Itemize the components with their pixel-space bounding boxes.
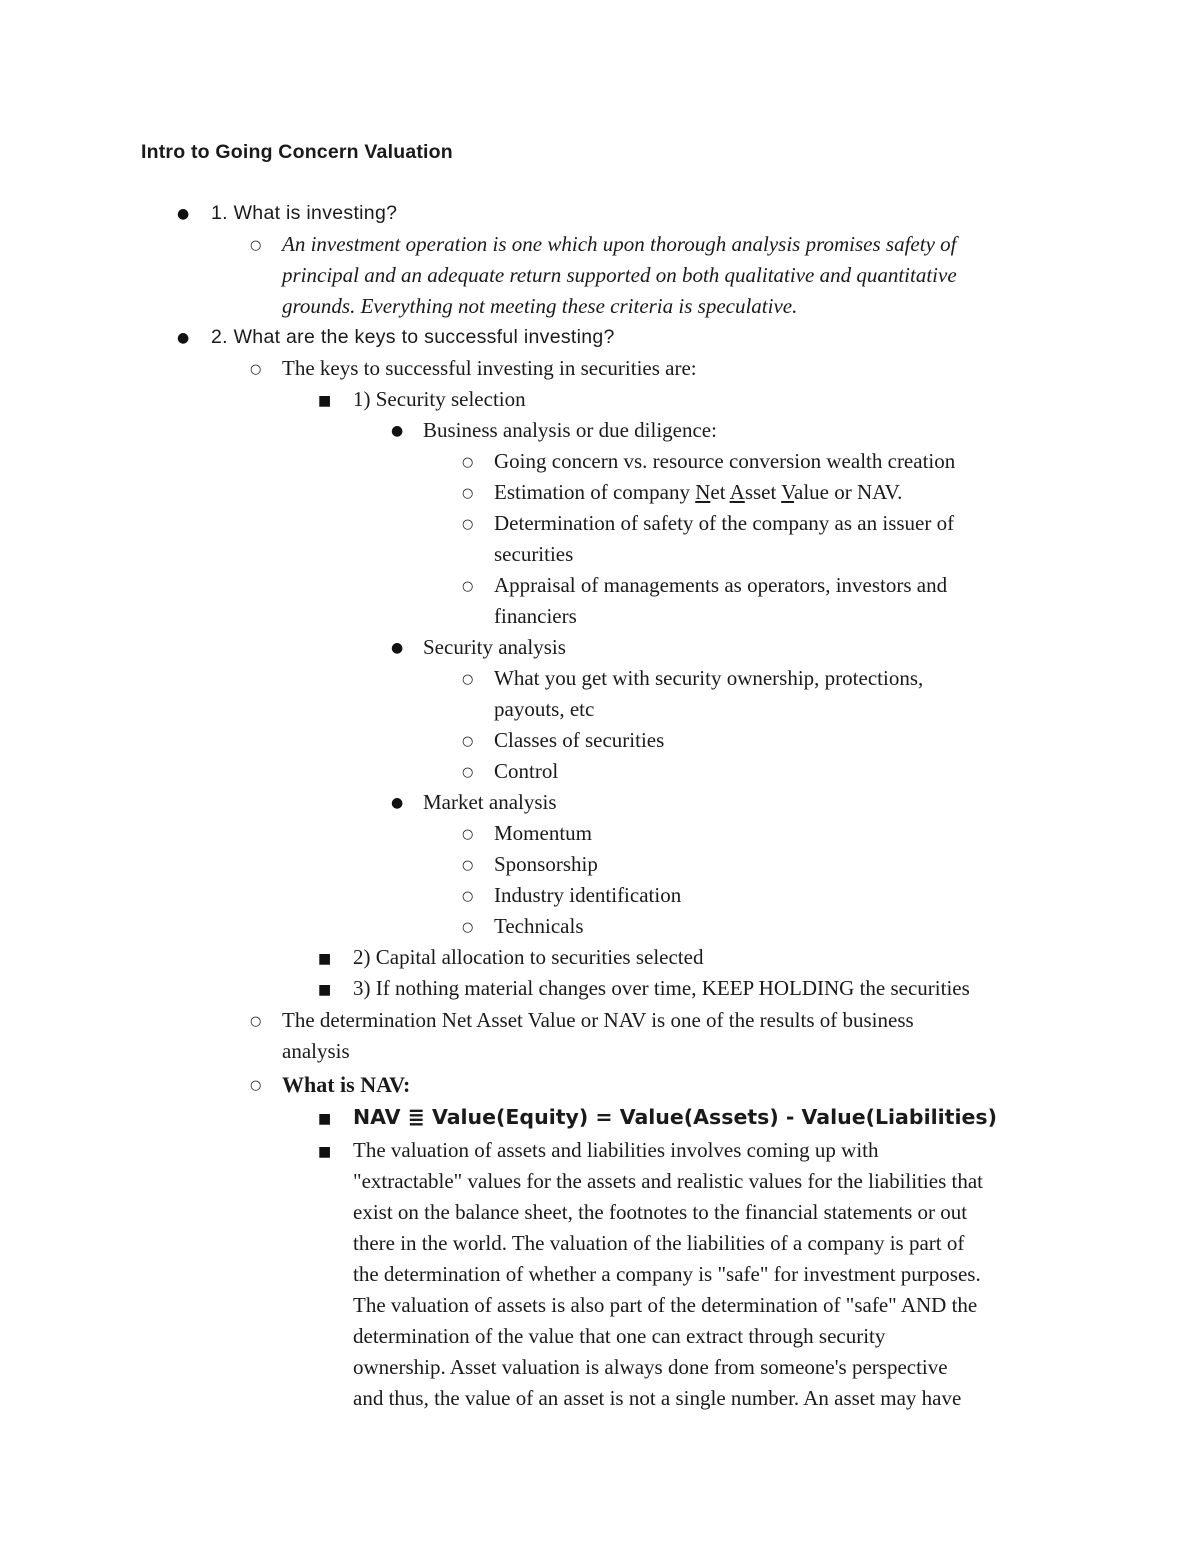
technicals-text: Technicals bbox=[494, 914, 584, 938]
security-analysis-text: Security analysis bbox=[423, 635, 566, 659]
q2-question: What are the keys to successful investing? bbox=[233, 326, 615, 348]
disc-bullet-icon: ● bbox=[177, 206, 190, 222]
ownership-text: What you get with security ownership, protections, bbox=[494, 666, 924, 690]
valuation-line: "extractable" values for the assets and realistic values for the liabilities that bbox=[353, 1169, 983, 1193]
circle-bullet-icon: ○ bbox=[462, 734, 474, 749]
circle-bullet-icon: ○ bbox=[462, 672, 474, 687]
safety-text: securities bbox=[494, 542, 574, 566]
circle-bullet-icon: ○ bbox=[462, 486, 474, 501]
valuation-line: ownership. Asset valuation is always done from someone's perspective bbox=[353, 1355, 948, 1379]
valuation-line: The valuation of assets is also part of the determination of "safe" AND the bbox=[353, 1293, 978, 1317]
business-analysis-text: Business analysis or due diligence: bbox=[423, 418, 717, 442]
circle-bullet-icon: ○ bbox=[462, 920, 474, 935]
momentum-text: Momentum bbox=[494, 821, 592, 845]
square-bullet-icon: ■ bbox=[318, 1111, 332, 1127]
industry-text: Industry identification bbox=[494, 883, 682, 907]
keep-holding-text: 3) If nothing material changes over time, KEEP HOLDING the securities bbox=[353, 976, 970, 1000]
square-bullet-icon: ■ bbox=[318, 982, 332, 998]
valuation-line: exist on the balance sheet, the footnotes to the financial statements or out bbox=[353, 1200, 968, 1224]
circle-bullet-icon: ○ bbox=[250, 1014, 262, 1029]
valuation-line: there in the world. The valuation of the liabilities of a company is part of bbox=[353, 1231, 965, 1255]
sponsorship-text: Sponsorship bbox=[494, 852, 598, 876]
appraisal-text: financiers bbox=[494, 604, 577, 628]
circle-bullet-icon: ○ bbox=[250, 238, 262, 253]
square-bullet-icon: ■ bbox=[318, 393, 332, 409]
circle-bullet-icon: ○ bbox=[462, 517, 474, 532]
q1-marker: 1. bbox=[211, 202, 228, 224]
circle-bullet-icon: ○ bbox=[462, 579, 474, 594]
nav-determination-text: The determination Net Asset Value or NAV is one of the results of business bbox=[282, 1008, 914, 1032]
classes-text: Classes of securities bbox=[494, 728, 665, 752]
valuation-line: the determination of whether a company is "safe" for investment purposes. bbox=[353, 1262, 981, 1286]
q1-answer-line: grounds. Everything not meeting these criteria is speculative. bbox=[282, 294, 798, 318]
going-concern-text: Going concern vs. resource conversion wealth creation bbox=[494, 449, 956, 473]
disc-bullet-icon: ● bbox=[391, 795, 404, 811]
valuation-line: and thus, the value of an asset is not a single number. An asset may have bbox=[353, 1386, 962, 1410]
valuation-line: determination of the value that one can extract through security bbox=[353, 1324, 886, 1348]
what-is-nav-heading: What is NAV: bbox=[282, 1072, 411, 1097]
capital-allocation-text: 2) Capital allocation to securities selected bbox=[353, 945, 704, 969]
appraisal-text: Appraisal of managements as operators, investors and bbox=[494, 573, 948, 597]
disc-bullet-icon: ● bbox=[177, 330, 190, 346]
security-selection-text: 1) Security selection bbox=[353, 387, 526, 411]
q1-question: What is investing? bbox=[233, 202, 398, 224]
nav-determination-text: analysis bbox=[282, 1039, 350, 1063]
circle-bullet-icon: ○ bbox=[462, 889, 474, 904]
disc-bullet-icon: ● bbox=[391, 423, 404, 439]
circle-bullet-icon: ○ bbox=[250, 362, 262, 377]
control-text: Control bbox=[494, 759, 559, 783]
circle-bullet-icon: ○ bbox=[462, 765, 474, 780]
market-analysis-text: Market analysis bbox=[423, 790, 557, 814]
disc-bullet-icon: ● bbox=[391, 640, 404, 656]
circle-bullet-icon: ○ bbox=[462, 827, 474, 842]
safety-text: Determination of safety of the company as an issuer of bbox=[494, 511, 955, 535]
q1-answer-line: An investment operation is one which upon thorough analysis promises safety of bbox=[282, 232, 957, 256]
square-bullet-icon: ■ bbox=[318, 951, 332, 967]
document-title: Intro to Going Concern Valuation bbox=[141, 141, 453, 163]
q2-marker: 2. bbox=[211, 326, 228, 348]
q1-answer-line: principal and an adequate return supported on both qualitative and quantitative bbox=[282, 263, 957, 287]
circle-bullet-icon: ○ bbox=[250, 1078, 262, 1093]
square-bullet-icon: ■ bbox=[318, 1144, 332, 1160]
valuation-line: The valuation of assets and liabilities involves coming up with bbox=[353, 1138, 879, 1162]
circle-bullet-icon: ○ bbox=[462, 455, 474, 470]
nav-formula: NAV ≣ Value(Equity) = Value(Assets) - Value(Liabilities) bbox=[353, 1105, 997, 1129]
nav-estimation-text: Estimation of company Net Asset Value or NAV. bbox=[494, 480, 903, 504]
circle-bullet-icon: ○ bbox=[462, 858, 474, 873]
keys-intro-text: The keys to successful investing in securities are: bbox=[282, 356, 697, 380]
ownership-text: payouts, etc bbox=[494, 697, 595, 721]
